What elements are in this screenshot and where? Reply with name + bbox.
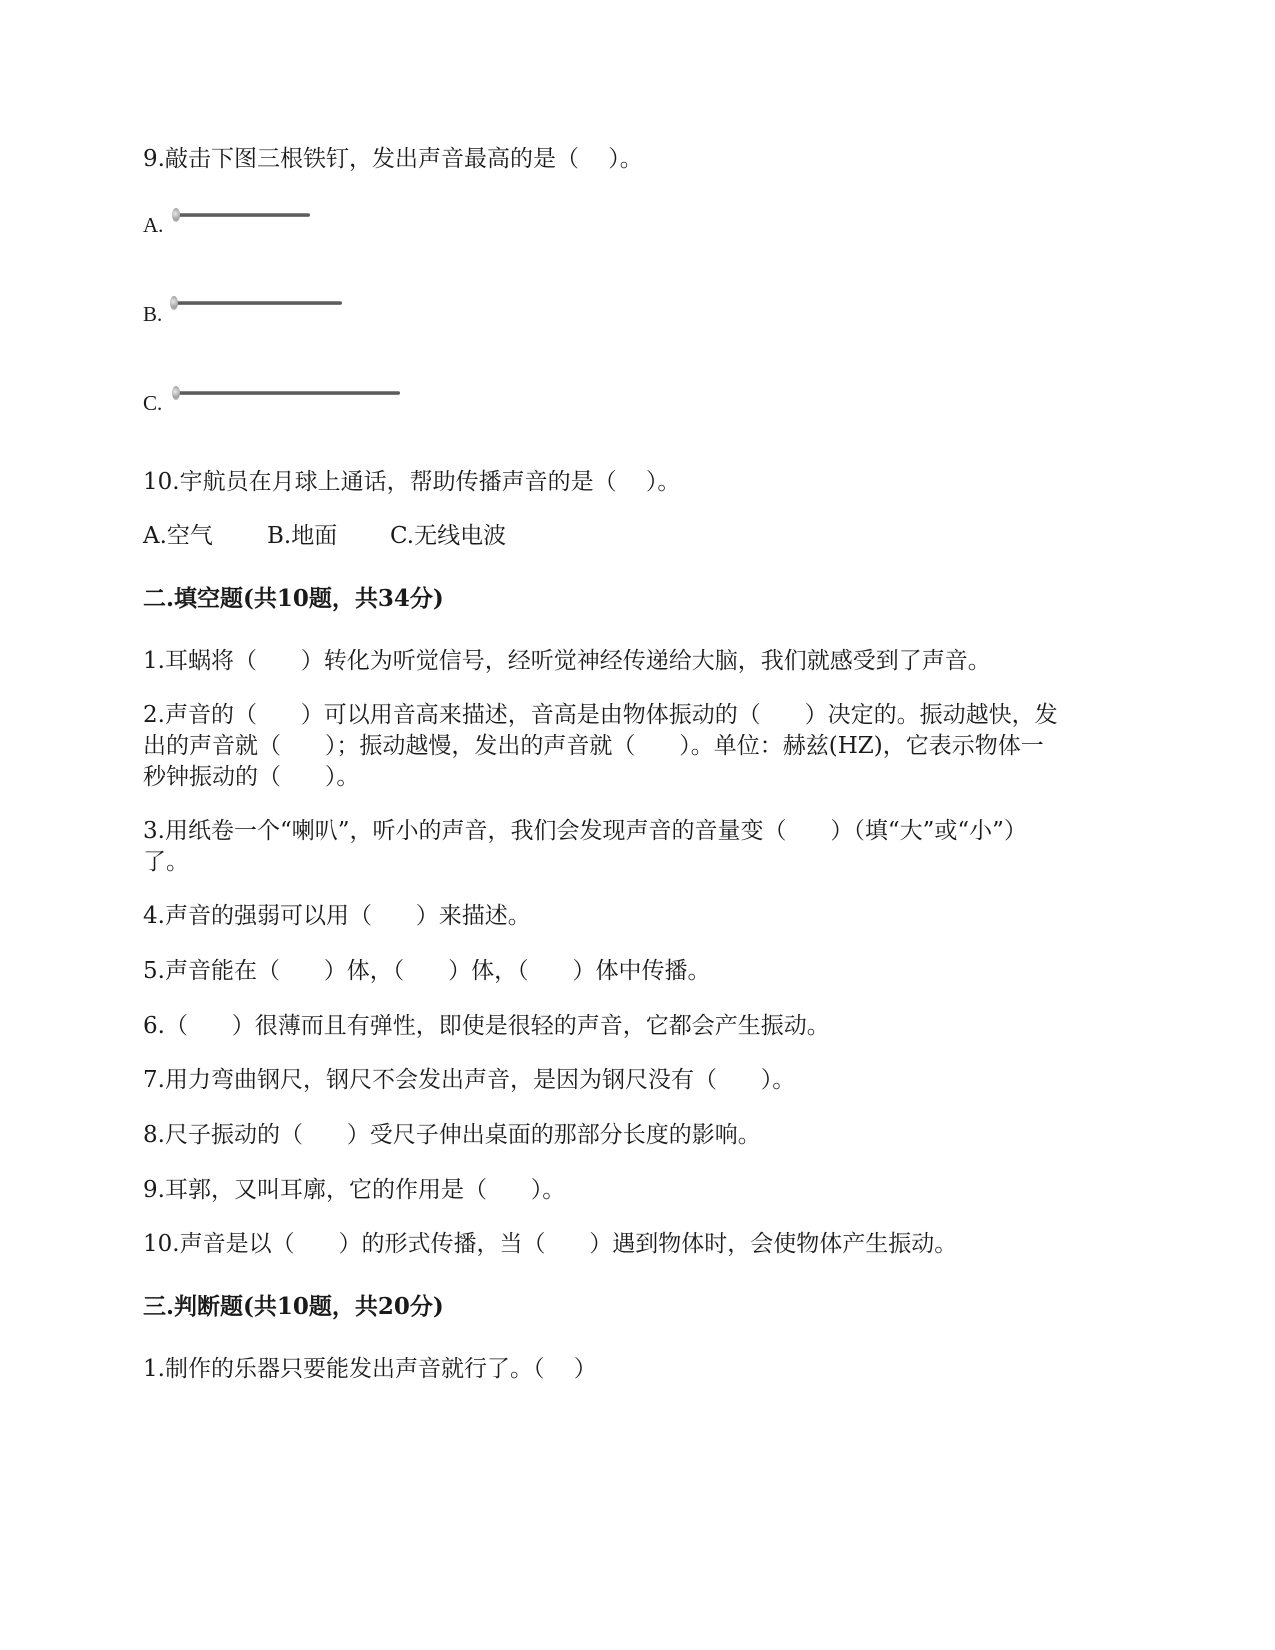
fill-question-5: 5.声音能在（ ）体，（ ）体，（ ）体中传播。 bbox=[143, 958, 711, 984]
judge-question-1: 1.制作的乐器只要能发出声音就行了。（ ） bbox=[143, 1356, 597, 1382]
fill-question-3-line-2: 了。 bbox=[143, 849, 189, 875]
fill-question-3-line-1: 3.用纸卷一个“喇叭”，听小的声音，我们会发现声音的音量变（ ）（填“大”或“小”） bbox=[143, 818, 1027, 844]
section-2-title: 二.填空题(共10题，共34分) bbox=[143, 585, 444, 612]
q10-option-c: C.无线电波 bbox=[390, 523, 507, 549]
fill-question-4: 4.声音的强弱可以用（ ）来描述。 bbox=[143, 903, 531, 929]
fill-question-8: 8.尺子振动的（ ）受尺子伸出桌面的那部分长度的影响。 bbox=[143, 1122, 761, 1148]
q9-option-b-label: B. bbox=[143, 302, 163, 326]
q9-option-a-label: A. bbox=[143, 213, 164, 237]
nail-medium-image bbox=[170, 296, 342, 310]
fill-question-7: 7.用力弯曲钢尺，钢尺不会发出声音，是因为钢尺没有（ ）。 bbox=[143, 1067, 796, 1093]
q9-option-c-label: C. bbox=[143, 391, 163, 415]
fill-question-2-line-3: 秒钟振动的（ ）。 bbox=[143, 764, 360, 790]
fill-question-2-line-1: 2.声音的（ ）可以用音高来描述，音高是由物体振动的（ ）决定的。振动越快，发 bbox=[143, 702, 1058, 728]
fill-question-2-line-2: 出的声音就（ ）；振动越慢，发出的声音就（ ）。单位：赫兹(HZ)，它表示物体一 bbox=[143, 733, 1044, 759]
nail-short-image bbox=[172, 208, 312, 222]
section-3-title: 三.判断题(共10题，共20分) bbox=[143, 1293, 444, 1320]
nail-long-image bbox=[172, 386, 400, 400]
fill-question-9: 9.耳郭，又叫耳廓，它的作用是（ ）。 bbox=[143, 1177, 566, 1203]
fill-question-1: 1.耳蜗将（ ）转化为听觉信号，经听觉神经传递给大脑，我们就感受到了声音。 bbox=[143, 648, 991, 674]
q10-option-a: A.空气 bbox=[143, 523, 213, 549]
question-10-stem: 10.宇航员在月球上通话，帮助传播声音的是（ ）。 bbox=[143, 469, 681, 495]
question-9-stem: 9.敲击下图三根铁钉，发出声音最高的是（ ）。 bbox=[143, 146, 643, 172]
q10-option-b: B.地面 bbox=[267, 523, 338, 549]
fill-question-10: 10.声音是以（ ）的形式传播，当（ ）遇到物体时，会使物体产生振动。 bbox=[143, 1231, 958, 1257]
fill-question-6: 6.（ ）很薄而且有弹性，即使是很轻的声音，它都会产生振动。 bbox=[143, 1013, 830, 1039]
